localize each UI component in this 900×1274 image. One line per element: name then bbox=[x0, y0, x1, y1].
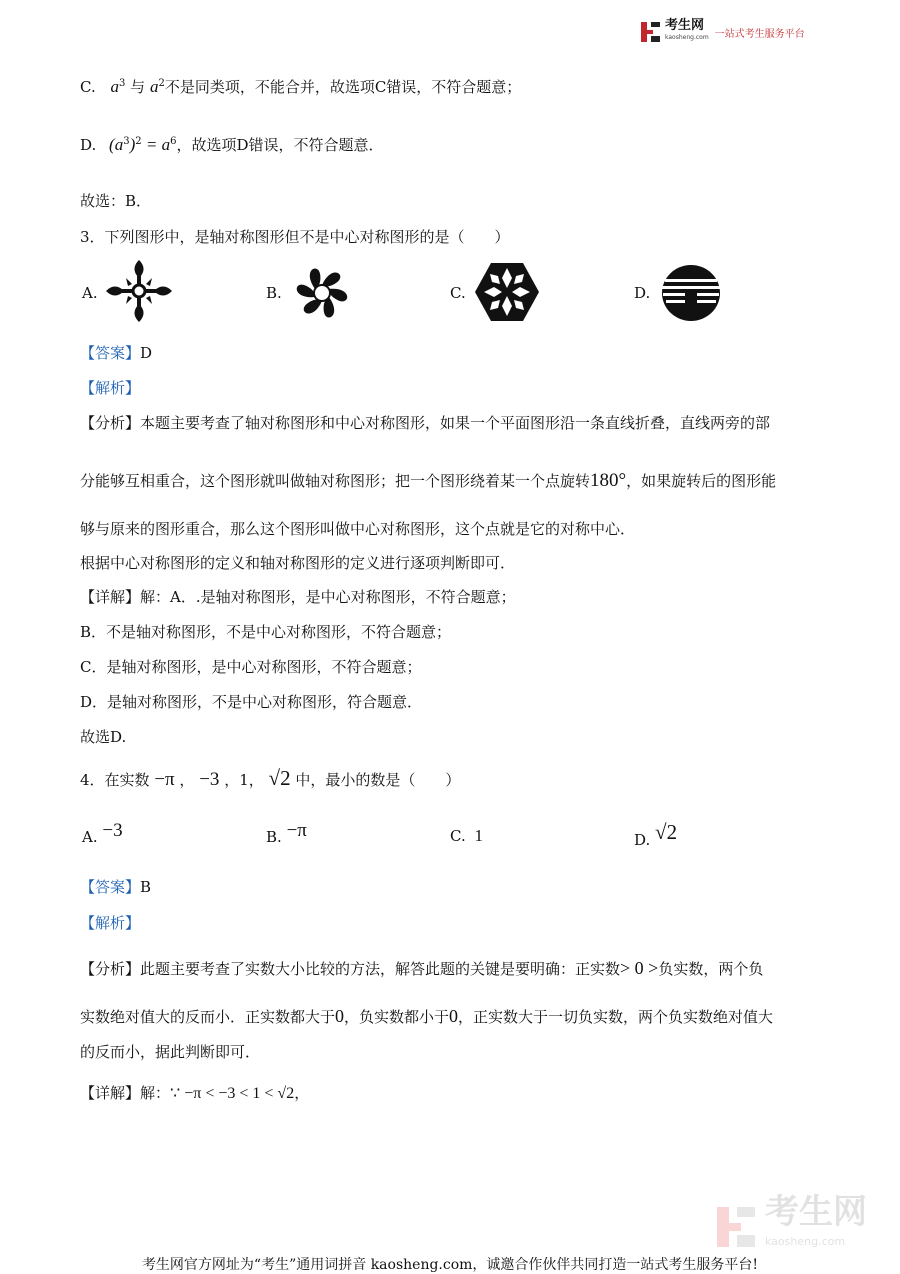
watermark-logo-icon bbox=[715, 1205, 759, 1249]
q3-option-a-label: A. bbox=[82, 284, 98, 302]
q3-answer: 【答案】D bbox=[80, 344, 153, 362]
q3-fenxi-line3: 够与原来的图形重合，那么这个图形叫做中心对称图形，这个点就是它的对称中心． bbox=[80, 520, 636, 538]
q4-fenxi-line2: 实数绝对值大的反而小．正实数都大于0，负实数都小于0，正实数大于一切负实数，两个负实数绝对值大 bbox=[80, 1006, 774, 1026]
q3-option-d-label: D. bbox=[634, 284, 651, 302]
q3-detail-d: D．是轴对称图形，不是中心对称图形，符合题意． bbox=[80, 693, 423, 711]
prev-option-c: C. $a^3$ 与 $a^2$不是同类项，不能合并，故选项C错误，不符合题意； bbox=[80, 77, 522, 96]
logo-icon bbox=[640, 21, 662, 43]
q3-figure-a bbox=[104, 258, 174, 328]
q4-detail: 【详解】解：∵ −π < −3 < 1 < √2， bbox=[80, 1084, 310, 1102]
q3-figure-b bbox=[290, 262, 354, 328]
q3-figure-d bbox=[661, 264, 721, 326]
q4-fenxi-line3: 的反而小，据此判断即可． bbox=[80, 1043, 261, 1061]
prev-option-d: D. $(a^3)^2 = a^6$，故选项D错误，不符合题意． bbox=[80, 135, 384, 154]
q3-conclusion: 故选D. bbox=[80, 728, 127, 746]
q3-fenxi-line4: 根据中心对称图形的定义和轴对称图形的定义进行逐项判断即可． bbox=[80, 554, 516, 572]
q3-fenxi-line2: 分能够互相重合，这个图形就叫做轴对称图形；把一个图形绕着某一个点旋转180°，如果旋转后的图形能 bbox=[80, 470, 777, 491]
q3-fenxi-line1: 【分析】本题主要考查了轴对称图形和中心对称图形，如果一个平面图形沿一条直线折叠，直线两旁的部 bbox=[80, 414, 771, 432]
q4-option-d: D. √2 bbox=[634, 820, 678, 849]
q3-figure-c bbox=[474, 262, 540, 326]
header-slogan: 一站式考生服务平台 bbox=[714, 28, 805, 40]
q4-option-a: A. −3 bbox=[82, 820, 123, 846]
q3-detail-a: 【详解】解：A．.是轴对称图形，是中心对称图形，不符合题意； bbox=[80, 588, 516, 606]
q3-detail-c: C．是轴对称图形，是中心对称图形，不符合题意； bbox=[80, 658, 422, 676]
q3-option-c-label: C. bbox=[450, 284, 466, 302]
q4-option-b: B. −π bbox=[266, 820, 307, 846]
logo-text: 考生网 kaosheng.com bbox=[665, 18, 709, 41]
footer-text: 考生网官方网址为“考生”通用词拼音 kaosheng.com，诚邀合作伙伴共同打造一站式考生服务平台! bbox=[141, 1257, 759, 1273]
q4-fenxi-line1: 【分析】此题主要考查了实数大小比较的方法，解答此题的关键是要明确：正实数> 0 >负实数，两个负 bbox=[80, 958, 764, 978]
q3-detail-b: B．不是轴对称图形，不是中心对称图形，不符合题意； bbox=[80, 623, 452, 641]
q3-option-b-label: B. bbox=[266, 284, 282, 302]
header-logo[interactable] bbox=[640, 20, 805, 44]
q4-analysis-tag: 【解析】 bbox=[80, 914, 141, 932]
q4-answer: 【答案】B bbox=[80, 878, 152, 896]
watermark: 考生网 kaosheng.com bbox=[715, 1197, 867, 1257]
q3-stem: 3．下列图形中，是轴对称图形但不是中心对称图形的是（ ） bbox=[80, 228, 510, 246]
q4-stem: 4．在实数 −π ， −3 ，1， √2 中，最小的数是（ ） bbox=[80, 766, 461, 790]
q3-analysis-tag: 【解析】 bbox=[80, 379, 141, 397]
prev-conclusion: 故选：B． bbox=[80, 192, 152, 210]
q4-option-c: C. 1 bbox=[450, 826, 483, 845]
